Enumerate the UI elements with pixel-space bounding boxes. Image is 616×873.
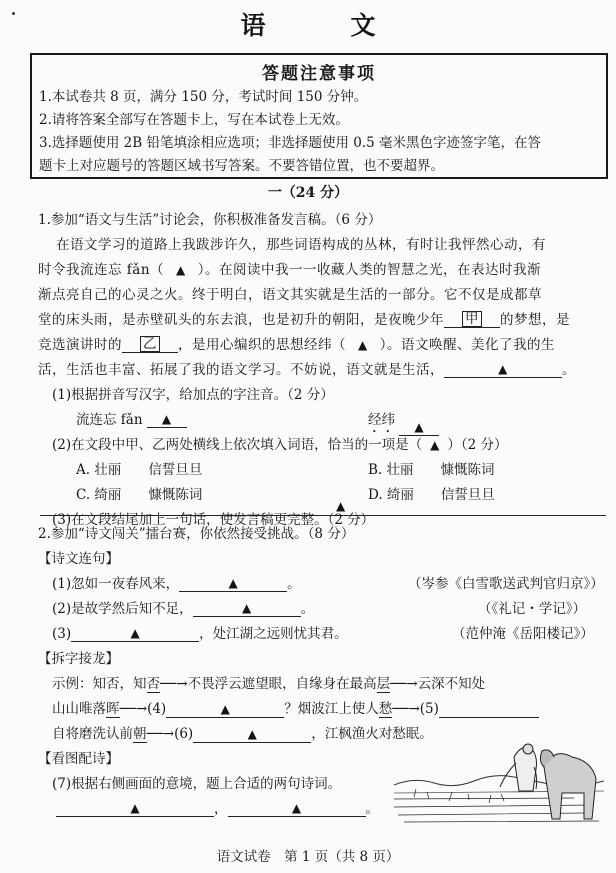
answer-blank xyxy=(193,727,311,743)
answer-triangle: ▲ xyxy=(358,338,368,352)
blank-yi xyxy=(122,336,178,353)
grass-strokes xyxy=(394,789,599,822)
split-text: ──→(5) xyxy=(392,701,439,717)
q1-sub1-a xyxy=(76,408,187,428)
notice-line: 2.请将答案全部写在答题卡上，写在本试卷上无效。 xyxy=(39,112,349,128)
passage-line xyxy=(38,258,541,278)
poem-source-1: （岑参《白雪歌送武判官归京》） xyxy=(408,576,604,592)
answer-blank xyxy=(439,717,539,718)
notice-line: 1.本试卷共 8 页，满分 150 分，考试时间 150 分钟。 xyxy=(39,89,368,105)
passage-text: 竞选演讲时的 xyxy=(38,337,122,353)
answer-triangle: ▲ xyxy=(242,601,252,615)
q1-sub2-text: (2)在文段中甲、乙两处横线上依次填入词语，恰当的一项是（ xyxy=(52,437,423,453)
poem-line-2 xyxy=(52,597,314,617)
split-heading: 【拆字接龙】 xyxy=(38,651,119,667)
q1-sub1: (1)根据拼音写汉字，给加点的字注音。（2 分） xyxy=(52,387,334,403)
answer-line xyxy=(40,515,606,516)
label-yi: 乙 xyxy=(140,336,160,352)
q1-stem: 1.参加“语文与生活”讨论会，你积极准备发言稿。（6 分） xyxy=(38,212,382,228)
answer-triangle: ▲ xyxy=(130,801,140,815)
split-text: 自将磨洗认前 xyxy=(52,726,133,742)
answer-triangle: ▲ xyxy=(498,362,508,376)
passage-line xyxy=(38,358,576,378)
answer-triangle: ▲ xyxy=(430,438,440,452)
q1-sub2 xyxy=(52,433,508,453)
passage-text: ，是用心编织的思想经纬（ xyxy=(178,337,346,353)
example-key-char: 层 xyxy=(376,676,391,692)
poem-punct: 。 xyxy=(300,601,315,617)
passage-line: 渐点亮自己的心灵之火。终于明白，语文其实就是生活的一部分。它不仅是成都草 xyxy=(38,287,542,303)
poem-line-1 xyxy=(52,572,301,592)
split-line-2 xyxy=(52,722,433,743)
option-d: D. 绮丽 信誓旦旦 xyxy=(368,487,495,503)
answer-triangle: ▲ xyxy=(161,412,172,426)
answer-blank xyxy=(166,702,284,718)
answer-blank xyxy=(56,801,214,817)
poem-heading: 【诗文连句】 xyxy=(38,551,119,567)
q1-sub2-text: ）（2 分） xyxy=(447,437,508,453)
example-key-char: 否 xyxy=(146,676,160,692)
section-heading: 一（24 分） xyxy=(267,185,349,201)
option-b: B. 壮丽 慷慨陈词 xyxy=(368,462,495,478)
answer-blank xyxy=(71,626,199,642)
pinyin-prompt: 流连忘 fǎn xyxy=(76,412,143,428)
notice-title: 答题注意事项 xyxy=(262,64,376,84)
passage-line: 在语文学习的道路上我跋涉许久，那些词语构成的丛林，有时让我怦然心动，有 xyxy=(56,237,546,253)
poem-text: (2)是故学然后知不足， xyxy=(52,601,193,617)
page-title: 语 文 xyxy=(240,11,406,40)
split-text: ，江枫渔火对愁眠。 xyxy=(311,726,433,742)
option-c: C. 绮丽 慷慨陈词 xyxy=(76,487,203,503)
notice-line: 题卡上对应题号的答题区域书写答案。不要答错位置，也不要超界。 xyxy=(39,158,444,174)
blank-jia xyxy=(444,311,500,328)
option-a: A. 壮丽 信誓旦旦 xyxy=(76,462,203,478)
dotted-word: 经纬 xyxy=(368,412,395,428)
example-text: ──→不畏浮云遮望眼，自缘身在最高 xyxy=(160,676,377,692)
answer-triangle xyxy=(336,498,345,514)
picture-answer xyxy=(56,797,379,817)
picture-punct: 。 xyxy=(365,801,379,817)
picture-prompt: (7)根据右侧画面的意境，题上合适的两句诗词。 xyxy=(52,776,342,792)
passage-text: 堂的床头雨，是赤壁矶头的东去浪，也是初升的朝阳，是夜晚少年 xyxy=(38,312,444,328)
answer-triangle: ▲ xyxy=(414,420,424,434)
answer-triangle: ▲ xyxy=(130,626,140,640)
split-key-char: 晖 xyxy=(106,701,120,717)
passage-line xyxy=(38,308,570,328)
split-key-char: 朝 xyxy=(133,726,147,742)
answer-triangle: ▲ xyxy=(228,576,238,590)
answer-triangle: ▲ xyxy=(176,263,186,277)
answer-blank xyxy=(147,412,187,428)
example-text: ──→云深不知处 xyxy=(390,676,486,692)
passage-text: 时令我流连忘 fǎn（ xyxy=(38,262,165,278)
passage-text: 的梦想，是 xyxy=(500,312,570,328)
passage-line xyxy=(38,333,555,353)
answer-triangle: ▲ xyxy=(247,727,257,741)
poem-source-2: （《礼记・学记》） xyxy=(478,601,586,617)
answer-triangle-mark: ▲ xyxy=(336,499,346,513)
picture-heading: 【看图配诗】 xyxy=(38,751,119,767)
answer-blank xyxy=(228,801,366,817)
passage-text: ）。在阅读中我一一收藏人类的智慧之光，在表达时我渐 xyxy=(197,262,542,278)
label-jia: 甲 xyxy=(462,311,482,327)
passage-text: ）。语文唤醒、美化了我的生 xyxy=(379,337,555,353)
example-text: 示例：知否，知 xyxy=(52,676,147,692)
passage-text: 。 xyxy=(562,362,576,378)
landscape-illustration xyxy=(394,727,604,827)
poem-punct: 。 xyxy=(287,576,301,592)
split-line-1 xyxy=(52,697,539,718)
answer-triangle: ▲ xyxy=(291,801,302,815)
poem-text: ，处江湖之远则忧其君。 xyxy=(199,626,348,642)
answer-triangle: ▲ xyxy=(220,702,230,716)
passage-text: 活，生活也丰富、拓展了我的语文学习。不妨说，语文就是生活， xyxy=(38,362,444,378)
answer-blank xyxy=(444,362,562,378)
answer-blank xyxy=(179,576,287,592)
split-text: 山山唯落 xyxy=(52,701,106,717)
split-text: ？烟波江上使人 xyxy=(284,701,379,717)
answer-blank xyxy=(193,601,301,617)
traveler-figure xyxy=(500,744,537,791)
q1-sub3: (3)在文段结尾加上一句话，使发言稿更完整。（2 分） xyxy=(52,512,375,528)
picture-punct: ， xyxy=(214,801,228,817)
poem-source-3: （范仲淹《岳阳楼记》） xyxy=(452,626,594,642)
q2-stem: 2.参加“诗文闯关”擂台赛，你依然接受挑战。（8 分） xyxy=(38,526,355,542)
notice-box xyxy=(30,53,608,179)
split-example xyxy=(52,672,485,692)
horse-figure xyxy=(540,750,596,819)
poem-text: (1)忽如一夜春风来， xyxy=(52,576,180,592)
split-text: ──→(4) xyxy=(119,701,167,717)
split-key-char: 愁 xyxy=(378,701,393,717)
notice-line: 3.选择题使用 2B 铅笔填涂相应选项；非选择题使用 0.5 毫米黑色字迹签字笔，在答 xyxy=(39,135,542,151)
q1-sub1-b xyxy=(368,408,439,436)
poem-text: (3) xyxy=(52,626,72,642)
page-footer: 语文试卷 第 1 页（共 8 页） xyxy=(216,849,400,865)
split-text: ──→(6) xyxy=(146,726,194,742)
poem-line-3 xyxy=(52,622,348,642)
